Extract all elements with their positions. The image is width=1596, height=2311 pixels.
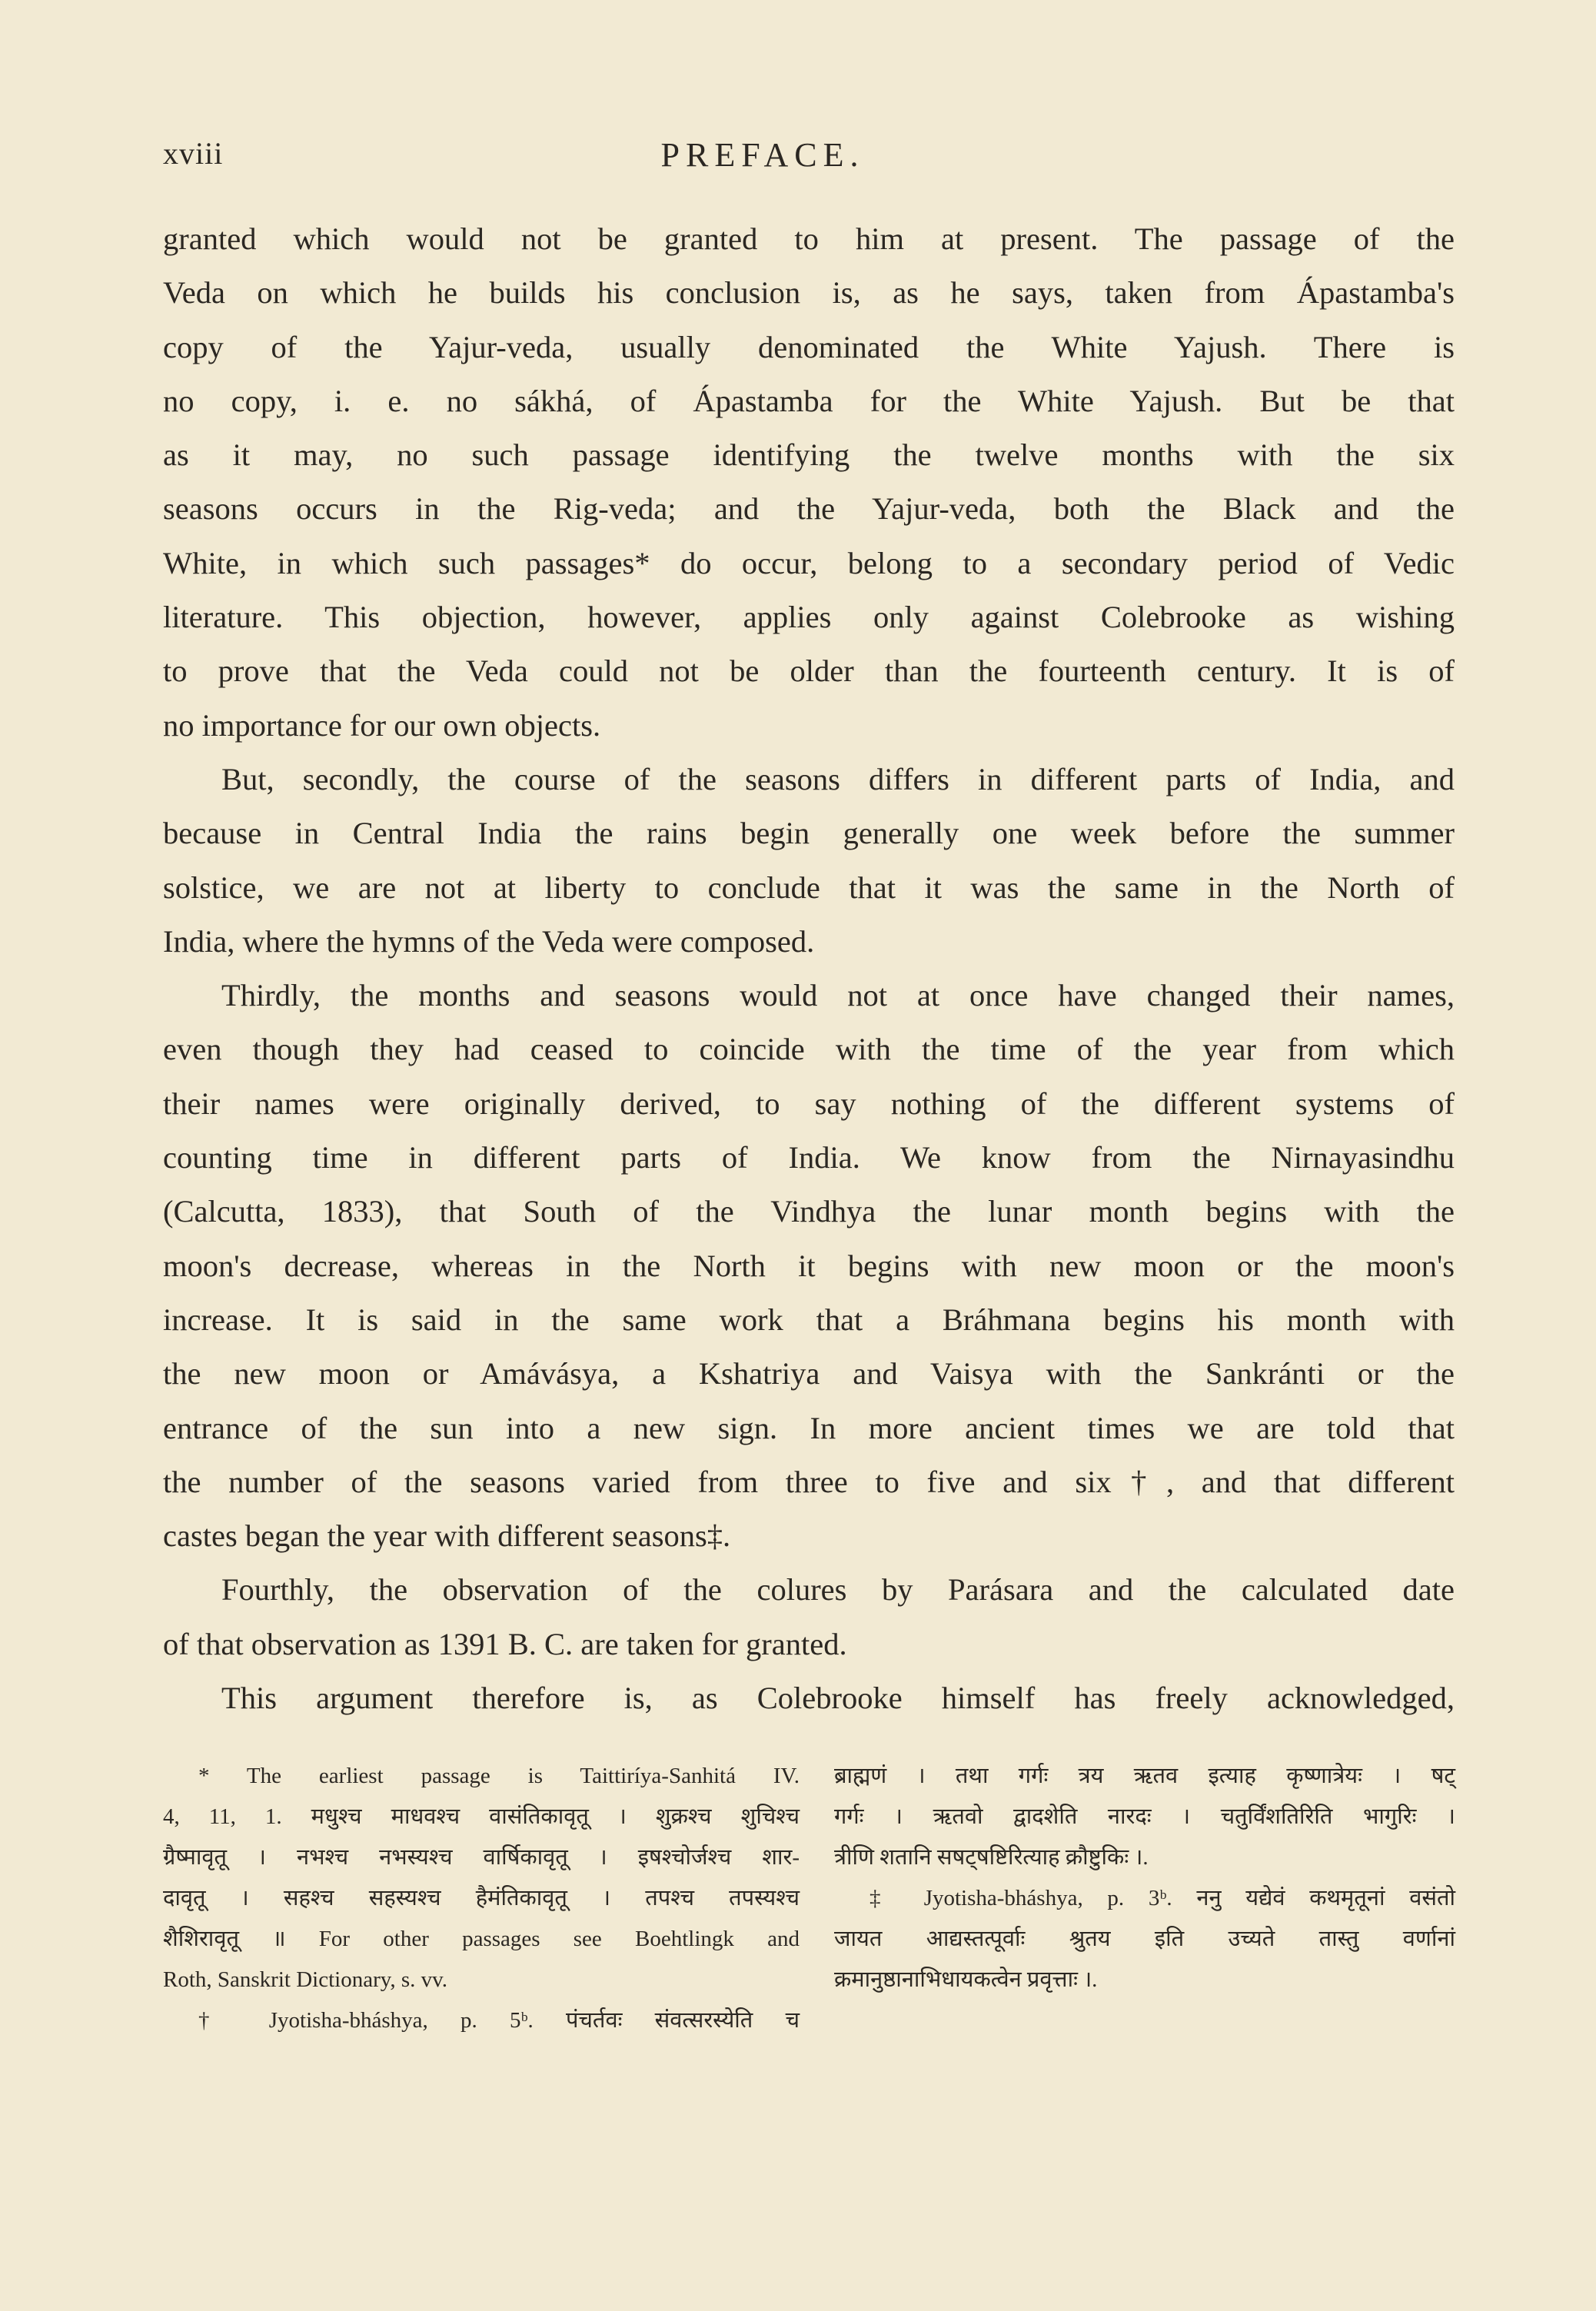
text-line: solstice, we are not at liberty to conclude that it was the same in the North of: [163, 870, 1455, 905]
footnote-line: गर्गः । ऋतवो द्वादशेति नारदः । चतुर्विंशतिरिति भागुरिः ।: [834, 1804, 1455, 1829]
footnotes-right-column: [834, 1756, 1455, 2000]
page-number: xviii: [163, 136, 224, 171]
text-line: copy of the Yajur-veda, usually denominated the White Yajush. There is: [163, 329, 1455, 364]
text-line: (Calcutta, 1833), that South of the Vindhya the lunar month begins with the: [163, 1194, 1455, 1229]
text-line: But, secondly, the course of the seasons differs in different parts of India, and: [221, 761, 1455, 796]
text-line: castes began the year with different seasons‡.: [163, 1518, 731, 1554]
footnote-line: † Jyotisha-bháshya, p. 5ᵇ. पंचर्तवः संवत्सरस्येति च: [198, 2008, 800, 2033]
footnote-line: त्रीणि शतानि सषट्षष्टिरित्याह क्रौष्टुकिः ।.: [834, 1845, 1149, 1870]
footnote-line: ग्रैष्मावृतू । नभश्च नभस्यश्च वार्षिकावृतू । इषश्चोर्जश्च शार-: [163, 1845, 800, 1870]
text-line: even though they had ceased to coincide with the time of the year from which: [163, 1032, 1455, 1067]
footnote-line: Roth, Sanskrit Dictionary, s. vv.: [163, 1967, 447, 1992]
footnotes-left-column: [163, 1756, 800, 2041]
text-line: of that observation as 1391 B. C. are taken for granted.: [163, 1626, 847, 1661]
text-line: Thirdly, the months and seasons would not at once have changed their names,: [221, 978, 1455, 1013]
text-line: to prove that the Veda could not be older than the fourteenth century. It is of: [163, 653, 1455, 689]
text-line: White, in which such passages* do occur, belong to a secondary period of Vedic: [163, 545, 1455, 580]
text-line: as it may, no such passage identifying the twelve months with the six: [163, 437, 1455, 473]
text-line: literature. This objection, however, applies only against Colebrooke as wishing: [163, 600, 1455, 635]
footnote-line: दावृतू । सहश्च सहस्यश्च हैमंतिकावृतू । तपश्च तपस्यश्च: [163, 1886, 800, 1910]
footnote-line: * The earliest passage is Taittiríya-Sanhitá IV.: [198, 1764, 800, 1788]
footnote-line: क्रमानुष्ठानाभिधायकत्वेन प्रवृत्ताः ।.: [834, 1967, 1098, 1992]
page-title: PREFACE.: [660, 136, 865, 174]
text-line: their names were originally derived, to say nothing of the different systems of: [163, 1086, 1455, 1121]
text-line: granted which would not be granted to him at present. The passage of the: [163, 221, 1455, 256]
text-line: no importance for our own objects.: [163, 707, 601, 743]
running-header: [163, 135, 1455, 181]
text-line: increase. It is said in the same work that a Bráhmana begins his month with: [163, 1302, 1455, 1337]
text-line: no copy, i. e. no sákhá, of Ápastamba for the White Yajush. But be that: [163, 383, 1455, 418]
text-line: the new moon or Amávásya, a Kshatriya and Vaisya with the Sankránti or the: [163, 1356, 1455, 1392]
text-line: because in Central India the rains begin generally one week before the summer: [163, 816, 1455, 851]
text-line: entrance of the sun into a new sign. In more ancient times we are told that: [163, 1410, 1455, 1445]
footnote-line: शैशिरावृतू ॥ For other passages see Boehtlingk and: [163, 1927, 800, 1951]
footnote-line: 4, 11, 1. मधुश्च माधवश्च वासंतिकावृतू । शुक्रश्च शुचिश्च: [163, 1804, 800, 1829]
text-line: This argument therefore is, as Colebrooke himself has freely acknowledged,: [221, 1681, 1455, 1716]
text-line: moon's decrease, whereas in the North it begins with new moon or the moon's: [163, 1248, 1455, 1283]
body-text: [163, 212, 1455, 1725]
footnote-line: ब्राह्मणं । तथा गर्गः त्रय ऋतव इत्याह कृष्णात्रेयः । षट्: [834, 1764, 1455, 1788]
text-line: Fourthly, the observation of the colures by Parásara and the calculated date: [221, 1572, 1455, 1608]
footnote-line: ‡ Jyotisha-bháshya, p. 3ᵇ. ननु यद्येवं कथमृतूनां वसंतो: [869, 1886, 1455, 1910]
text-line: seasons occurs in the Rig-veda; and the Yajur-veda, both the Black and the: [163, 491, 1455, 527]
footnote-line: जायत आद्यस्तत्पूर्वाः श्रुतय इति उच्यते तास्तु वर्णानां: [834, 1927, 1455, 1951]
text-line: Veda on which he builds his conclusion is, as he says, taken from Ápastamba's: [163, 275, 1455, 311]
text-line: the number of the seasons varied from three to five and six†, and that different: [163, 1464, 1455, 1499]
text-line: India, where the hymns of the Veda were composed.: [163, 923, 815, 959]
text-line: counting time in different parts of India. We know from the Nirnayasindhu: [163, 1140, 1455, 1175]
